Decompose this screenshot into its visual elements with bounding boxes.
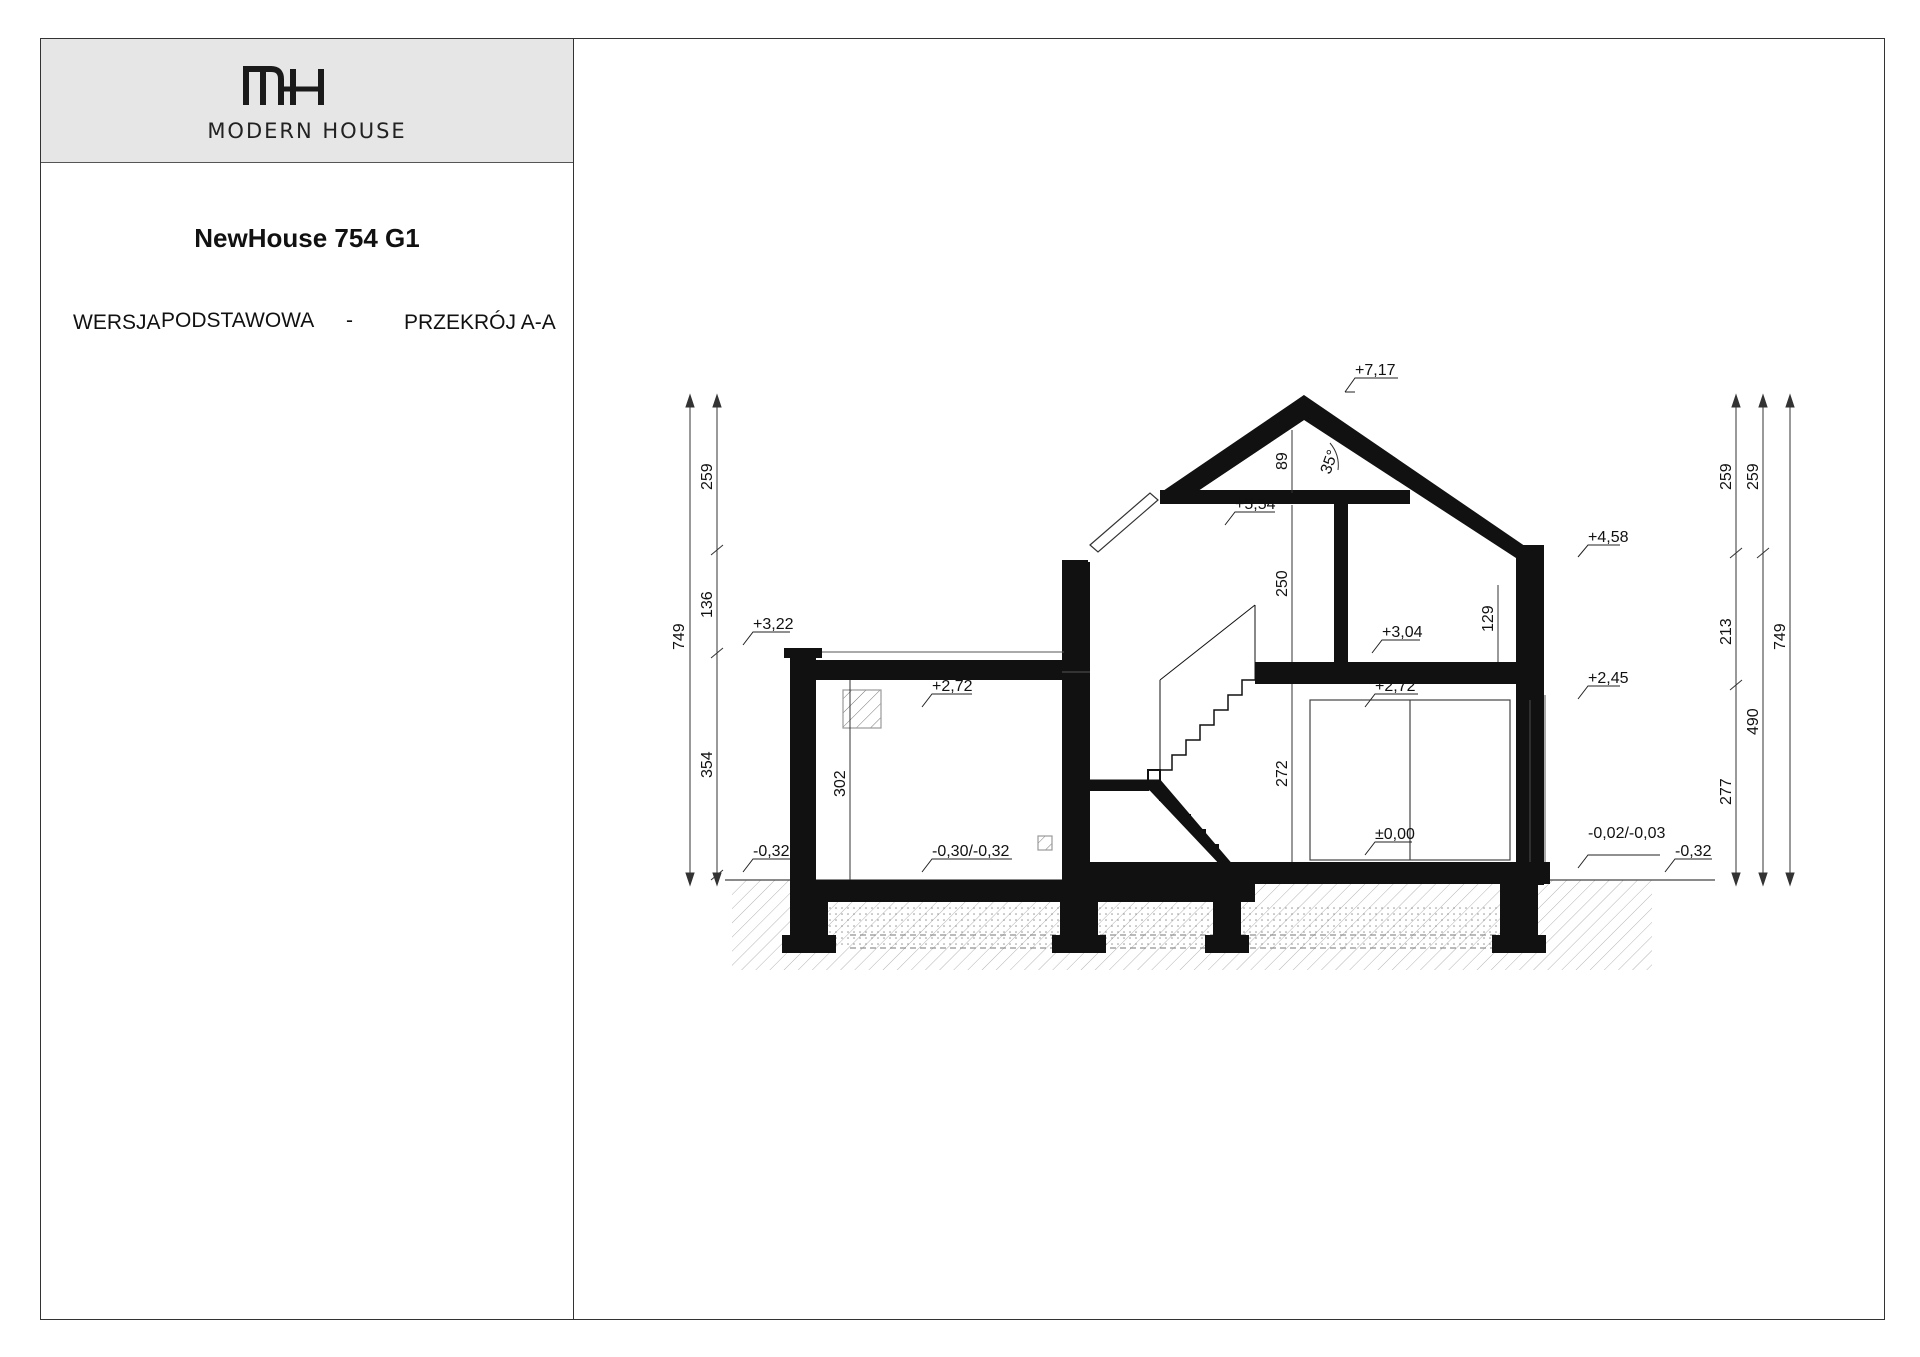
left-dimension-labels — [671, 463, 716, 778]
dim-right-277: 277 — [1718, 778, 1735, 805]
dim-right-total: 749 — [1772, 623, 1789, 650]
dim-roof-pitch: 35° — [1317, 447, 1343, 477]
dim-right-259b: 259 — [1745, 463, 1762, 490]
dim-right-490: 490 — [1745, 708, 1762, 735]
level-ridge: +7,17 — [1355, 362, 1396, 379]
version-value: PODSTAWOWA — [161, 309, 315, 332]
dim-right-259a: 259 — [1718, 463, 1735, 490]
level-terrain-left: -0,32 — [753, 843, 790, 860]
separator: - — [346, 309, 353, 332]
level-attic-floor: +5,54 — [1235, 496, 1276, 513]
drawing-name: PRZEKRÓJ A-A — [404, 311, 556, 334]
dim-left-136: 136 — [699, 591, 716, 618]
dim-upper-floor-height: 250 — [1274, 570, 1291, 597]
dim-left-total: 749 — [671, 623, 688, 650]
dim-knee-wall: 129 — [1480, 605, 1497, 632]
level-labels — [753, 362, 1712, 860]
level-eave-top-right: +2,45 — [1588, 670, 1629, 687]
dim-attic-height: 89 — [1274, 452, 1291, 470]
staircase — [1090, 605, 1255, 862]
logo-text: MODERN HOUSE — [207, 119, 407, 143]
level-parapet-left: +3,22 — [753, 616, 794, 633]
level-first-floor-left: +2,72 — [932, 678, 973, 695]
level-eave-right: +4,58 — [1588, 529, 1629, 546]
dim-garage-height: 302 — [832, 770, 849, 797]
dim-left-259: 259 — [699, 463, 716, 490]
version-label: WERSJA — [73, 311, 161, 334]
level-first-floor-right: +2,72 — [1375, 678, 1416, 695]
level-ground-floor: ±0,00 — [1375, 826, 1415, 843]
right-dimension-labels — [1718, 463, 1789, 805]
building-section — [784, 395, 1550, 904]
house-name-title: NewHouse 754 G1 — [194, 223, 420, 253]
level-terrain-right: -0,32 — [1675, 843, 1712, 860]
dim-ground-floor-height: 272 — [1274, 760, 1291, 787]
level-garage-floor: -0,30/-0,32 — [932, 843, 1010, 860]
dim-right-213: 213 — [1718, 618, 1735, 645]
level-terrace-right: -0,02/-0,03 — [1588, 825, 1666, 842]
level-mezzanine: +3,04 — [1382, 624, 1423, 641]
dim-left-354: 354 — [699, 751, 716, 778]
